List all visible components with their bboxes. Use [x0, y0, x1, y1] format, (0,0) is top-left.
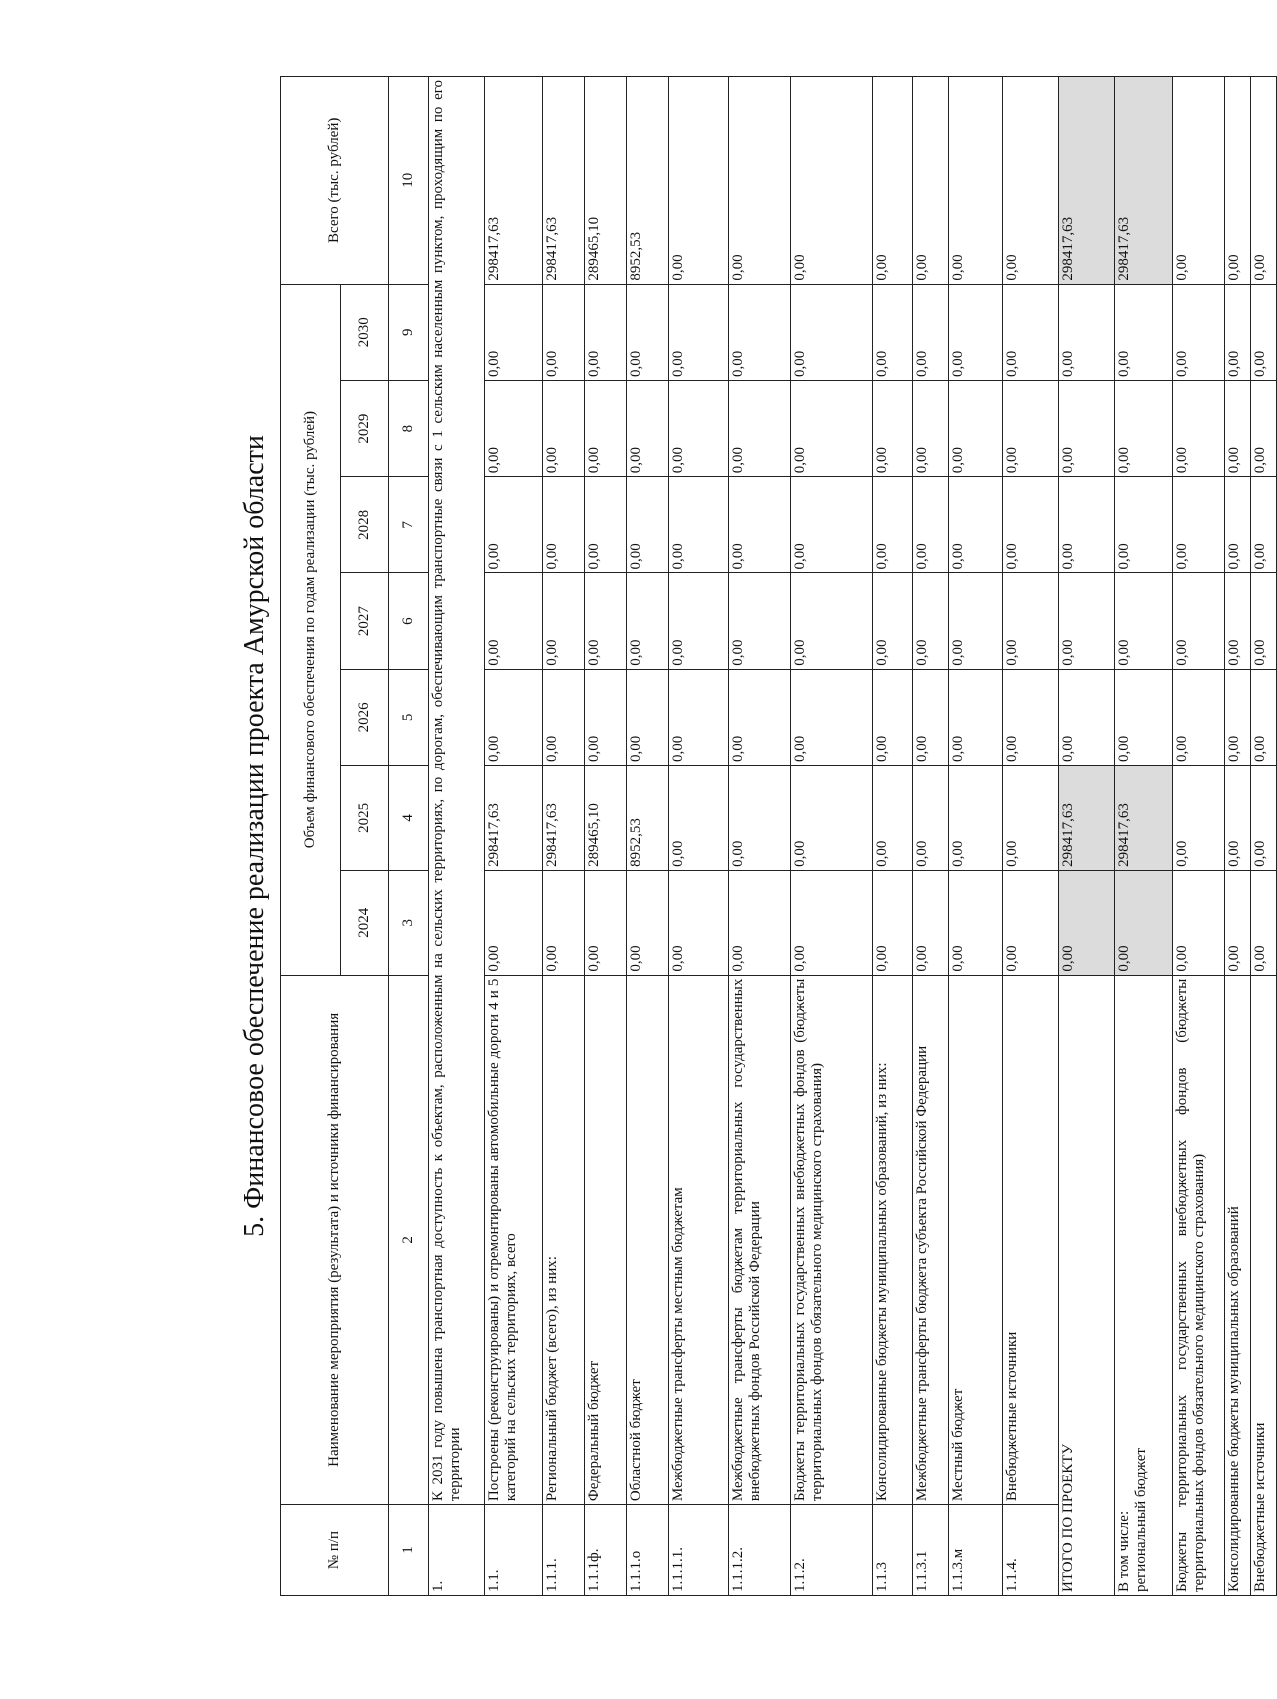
header-year-2028: 2028: [341, 477, 389, 573]
table-row: [1003, 77, 1059, 1596]
row-name: Местный бюджет: [949, 975, 1003, 1504]
row-value: 0,00: [913, 77, 949, 285]
total-value: 0,00: [1059, 284, 1115, 380]
total-value: 0,00: [1173, 573, 1225, 669]
total-value: 0,00: [1225, 284, 1251, 380]
goal-num: 1.: [429, 1505, 485, 1596]
total-label: ИТОГО ПО ПРОЕКТУ: [1059, 975, 1115, 1595]
total-label: Консолидированные бюджеты муниципальных образований: [1225, 975, 1251, 1595]
total-value: 0,00: [1173, 380, 1225, 476]
header-num: № п/п: [281, 1505, 389, 1596]
row-value: 0,00: [913, 766, 949, 871]
row-name: Межбюджетные трансферты бюджетам территориальных государственных внебюджетных фондов Российской Федерации: [729, 975, 791, 1504]
row-num: 1.1.3.м: [949, 1505, 1003, 1596]
row-value: 0,00: [669, 870, 729, 975]
table-row: [729, 77, 791, 1596]
row-value: 0,00: [729, 77, 791, 285]
column-number-cell: 6: [389, 573, 429, 669]
total-value: 0,00: [1251, 870, 1277, 975]
total-value: 0,00: [1251, 284, 1277, 380]
row-value: 0,00: [627, 380, 669, 476]
header-year-2030: 2030: [341, 284, 389, 380]
total-value: 0,00: [1225, 77, 1251, 285]
total-value: 0,00: [1115, 669, 1173, 765]
total-row: [1115, 77, 1173, 1596]
table-row: [913, 77, 949, 1596]
row-value: 0,00: [949, 669, 1003, 765]
row-value: 0,00: [1003, 477, 1059, 573]
column-number-cell: 5: [389, 669, 429, 765]
header-total: Всего (тыс. рублей): [281, 77, 389, 285]
total-value: 0,00: [1059, 669, 1115, 765]
row-value: 0,00: [543, 477, 585, 573]
row-num: 1.1.3.1: [913, 1505, 949, 1596]
table-row: [949, 77, 1003, 1596]
row-value: 289465,10: [585, 766, 627, 871]
total-value: 298417,63: [1059, 766, 1115, 871]
row-num: 1.1.2.: [791, 1505, 873, 1596]
row-value: 0,00: [669, 77, 729, 285]
row-value: 0,00: [669, 669, 729, 765]
row-value: 0,00: [949, 573, 1003, 669]
row-value: 0,00: [949, 284, 1003, 380]
row-value: 0,00: [627, 573, 669, 669]
row-name: Межбюджетные трансферты местным бюджетам: [669, 975, 729, 1504]
row-num: 1.1.3: [873, 1505, 913, 1596]
row-value: 0,00: [873, 284, 913, 380]
row-num: 1.1.: [485, 1505, 543, 1596]
total-value: 0,00: [1173, 870, 1225, 975]
row-value: 0,00: [585, 380, 627, 476]
row-value: 0,00: [669, 477, 729, 573]
row-value: 0,00: [585, 669, 627, 765]
row-value: 0,00: [913, 870, 949, 975]
total-value: 0,00: [1173, 284, 1225, 380]
total-value: 0,00: [1225, 870, 1251, 975]
row-value: 0,00: [729, 669, 791, 765]
goal-row: [429, 77, 485, 1596]
row-value: 289465,10: [585, 77, 627, 285]
total-value: 0,00: [1251, 766, 1277, 871]
header-years: Объем финансового обеспечения по годам реализации (тыс. рублей): [281, 284, 341, 975]
total-value: 0,00: [1251, 77, 1277, 285]
column-number-cell: 9: [389, 284, 429, 380]
total-value: 0,00: [1115, 870, 1173, 975]
row-value: 8952,53: [627, 766, 669, 871]
total-label: Бюджеты территориальных государственных внебюджетных фондов (бюджеты территориальных фондов обязательного медицинского страхования): [1173, 975, 1225, 1595]
row-value: 0,00: [1003, 766, 1059, 871]
total-value: 0,00: [1225, 669, 1251, 765]
header-name: Наименование мероприятия (результата) и источники финансирования: [281, 975, 389, 1504]
row-value: 0,00: [1003, 77, 1059, 285]
row-value: 0,00: [585, 573, 627, 669]
row-name: Областной бюджет: [627, 975, 669, 1504]
row-value: 0,00: [627, 669, 669, 765]
total-row: [1173, 77, 1225, 1596]
row-value: 0,00: [949, 766, 1003, 871]
total-value: 0,00: [1115, 380, 1173, 476]
total-value: 0,00: [1115, 573, 1173, 669]
row-name: Межбюджетные трансферты бюджета субъекта Российской Федерации: [913, 975, 949, 1504]
row-value: 298417,63: [485, 77, 543, 285]
total-label: Внебюджетные источники: [1251, 975, 1277, 1595]
row-value: 0,00: [949, 870, 1003, 975]
column-number-cell: 8: [389, 380, 429, 476]
total-value: 0,00: [1225, 477, 1251, 573]
financing-table: [280, 76, 1277, 1596]
table-row: [791, 77, 873, 1596]
row-value: 0,00: [913, 669, 949, 765]
row-value: 0,00: [873, 766, 913, 871]
total-value: 0,00: [1059, 477, 1115, 573]
row-value: 0,00: [729, 573, 791, 669]
row-name: Бюджеты территориальных государственных внебюджетных фондов (бюджеты территориальных фондов обязательного медицинского страхования): [791, 975, 873, 1504]
total-row: [1059, 77, 1115, 1596]
row-value: 0,00: [873, 870, 913, 975]
row-value: 0,00: [1003, 380, 1059, 476]
row-value: 0,00: [669, 284, 729, 380]
row-value: 0,00: [913, 477, 949, 573]
row-value: 0,00: [729, 870, 791, 975]
total-value: 0,00: [1251, 573, 1277, 669]
column-number-cell: 3: [389, 870, 429, 975]
row-value: 8952,53: [627, 77, 669, 285]
row-value: 0,00: [791, 870, 873, 975]
row-value: 0,00: [913, 573, 949, 669]
table-row: [669, 77, 729, 1596]
document-title: 5. Финансовое обеспечение реализации проекта Амурской области: [239, 435, 270, 1237]
row-value: 0,00: [543, 380, 585, 476]
row-name: Построены (реконструированы) и отремонтированы автомобильные дороги 4 и 5 категорий на сельских территориях, всего: [485, 975, 543, 1504]
header-year-2024: 2024: [341, 870, 389, 975]
row-value: 0,00: [485, 573, 543, 669]
row-value: 0,00: [543, 573, 585, 669]
row-value: 0,00: [913, 380, 949, 476]
total-value: 0,00: [1225, 380, 1251, 476]
row-value: 0,00: [485, 380, 543, 476]
row-value: 0,00: [669, 573, 729, 669]
row-value: 0,00: [543, 669, 585, 765]
total-value: 0,00: [1059, 573, 1115, 669]
row-value: 0,00: [873, 573, 913, 669]
row-value: 0,00: [949, 477, 1003, 573]
row-value: 0,00: [873, 477, 913, 573]
row-name: Консолидированные бюджеты муниципальных образований, из них:: [873, 975, 913, 1504]
row-value: 0,00: [729, 380, 791, 476]
row-num: 1.1.1.2.: [729, 1505, 791, 1596]
row-value: 0,00: [791, 77, 873, 285]
row-value: 0,00: [791, 284, 873, 380]
row-value: 0,00: [1003, 669, 1059, 765]
table-row: [585, 77, 627, 1596]
total-value: 0,00: [1173, 669, 1225, 765]
row-value: 0,00: [873, 77, 913, 285]
total-value: 0,00: [1173, 77, 1225, 285]
table-row: [543, 77, 585, 1596]
row-value: 0,00: [585, 284, 627, 380]
row-value: 0,00: [949, 77, 1003, 285]
row-value: 0,00: [729, 477, 791, 573]
total-value: 0,00: [1059, 870, 1115, 975]
row-value: 298417,63: [543, 77, 585, 285]
row-value: 0,00: [485, 669, 543, 765]
total-value: 298417,63: [1115, 77, 1173, 285]
row-value: 0,00: [543, 284, 585, 380]
table-row: [485, 77, 543, 1596]
total-value: 298417,63: [1059, 77, 1115, 285]
row-value: 0,00: [627, 284, 669, 380]
column-number-cell: 7: [389, 477, 429, 573]
row-value: 0,00: [913, 284, 949, 380]
row-value: 0,00: [1003, 870, 1059, 975]
column-number-cell: 4: [389, 766, 429, 871]
row-value: 0,00: [729, 284, 791, 380]
row-num: 1.1.4.: [1003, 1505, 1059, 1596]
table-row: [627, 77, 669, 1596]
row-value: 0,00: [627, 477, 669, 573]
row-value: 0,00: [585, 477, 627, 573]
row-num: 1.1.1.: [543, 1505, 585, 1596]
rotated-page: [230, 76, 1268, 1596]
total-value: 0,00: [1173, 477, 1225, 573]
row-num: 1.1.1ф.: [585, 1505, 627, 1596]
row-value: 0,00: [791, 380, 873, 476]
total-row: [1225, 77, 1251, 1596]
row-value: 0,00: [485, 284, 543, 380]
column-number-cell: 1: [389, 1505, 429, 1596]
table-row: [873, 77, 913, 1596]
total-value: 0,00: [1115, 284, 1173, 380]
row-value: 0,00: [873, 380, 913, 476]
row-name: Федеральный бюджет: [585, 975, 627, 1504]
goal-text: К 2031 году повышена транспортная доступность к объектам, расположенным на сельских территориях, по дорогам, обеспечивающим транспортные связи с 1 сельским населенным пунктом, проходящим по его территории: [429, 77, 485, 1505]
row-value: 298417,63: [543, 766, 585, 871]
row-value: 0,00: [585, 870, 627, 975]
total-value: 0,00: [1115, 477, 1173, 573]
header-year-2027: 2027: [341, 573, 389, 669]
row-value: 0,00: [729, 766, 791, 871]
header-year-2026: 2026: [341, 669, 389, 765]
row-value: 0,00: [1003, 573, 1059, 669]
row-value: 0,00: [669, 766, 729, 871]
total-value: 0,00: [1251, 477, 1277, 573]
total-value: 0,00: [1059, 380, 1115, 476]
total-value: 298417,63: [1115, 766, 1173, 871]
row-value: 0,00: [485, 477, 543, 573]
row-num: 1.1.1.1.: [669, 1505, 729, 1596]
row-value: 0,00: [873, 669, 913, 765]
row-value: 0,00: [627, 870, 669, 975]
row-value: 0,00: [949, 380, 1003, 476]
row-value: 0,00: [485, 870, 543, 975]
row-value: 298417,63: [485, 766, 543, 871]
total-value: 0,00: [1173, 766, 1225, 871]
row-value: 0,00: [791, 573, 873, 669]
total-label: В том числе: региональный бюджет: [1115, 975, 1173, 1595]
total-value: 0,00: [1251, 380, 1277, 476]
header-year-2029: 2029: [341, 380, 389, 476]
row-name: Региональный бюджет (всего), из них:: [543, 975, 585, 1504]
total-value: 0,00: [1225, 573, 1251, 669]
total-row: [1251, 77, 1277, 1596]
row-value: 0,00: [791, 669, 873, 765]
total-value: 0,00: [1225, 766, 1251, 871]
column-number-cell: 2: [389, 975, 429, 1504]
row-value: 0,00: [791, 477, 873, 573]
column-number-row: [389, 77, 429, 1596]
row-num: 1.1.1.о: [627, 1505, 669, 1596]
column-number-cell: 10: [389, 77, 429, 285]
row-value: 0,00: [1003, 284, 1059, 380]
total-value: 0,00: [1251, 669, 1277, 765]
row-name: Внебюджетные источники: [1003, 975, 1059, 1504]
row-value: 0,00: [791, 766, 873, 871]
header-year-2025: 2025: [341, 766, 389, 871]
row-value: 0,00: [669, 380, 729, 476]
row-value: 0,00: [543, 870, 585, 975]
